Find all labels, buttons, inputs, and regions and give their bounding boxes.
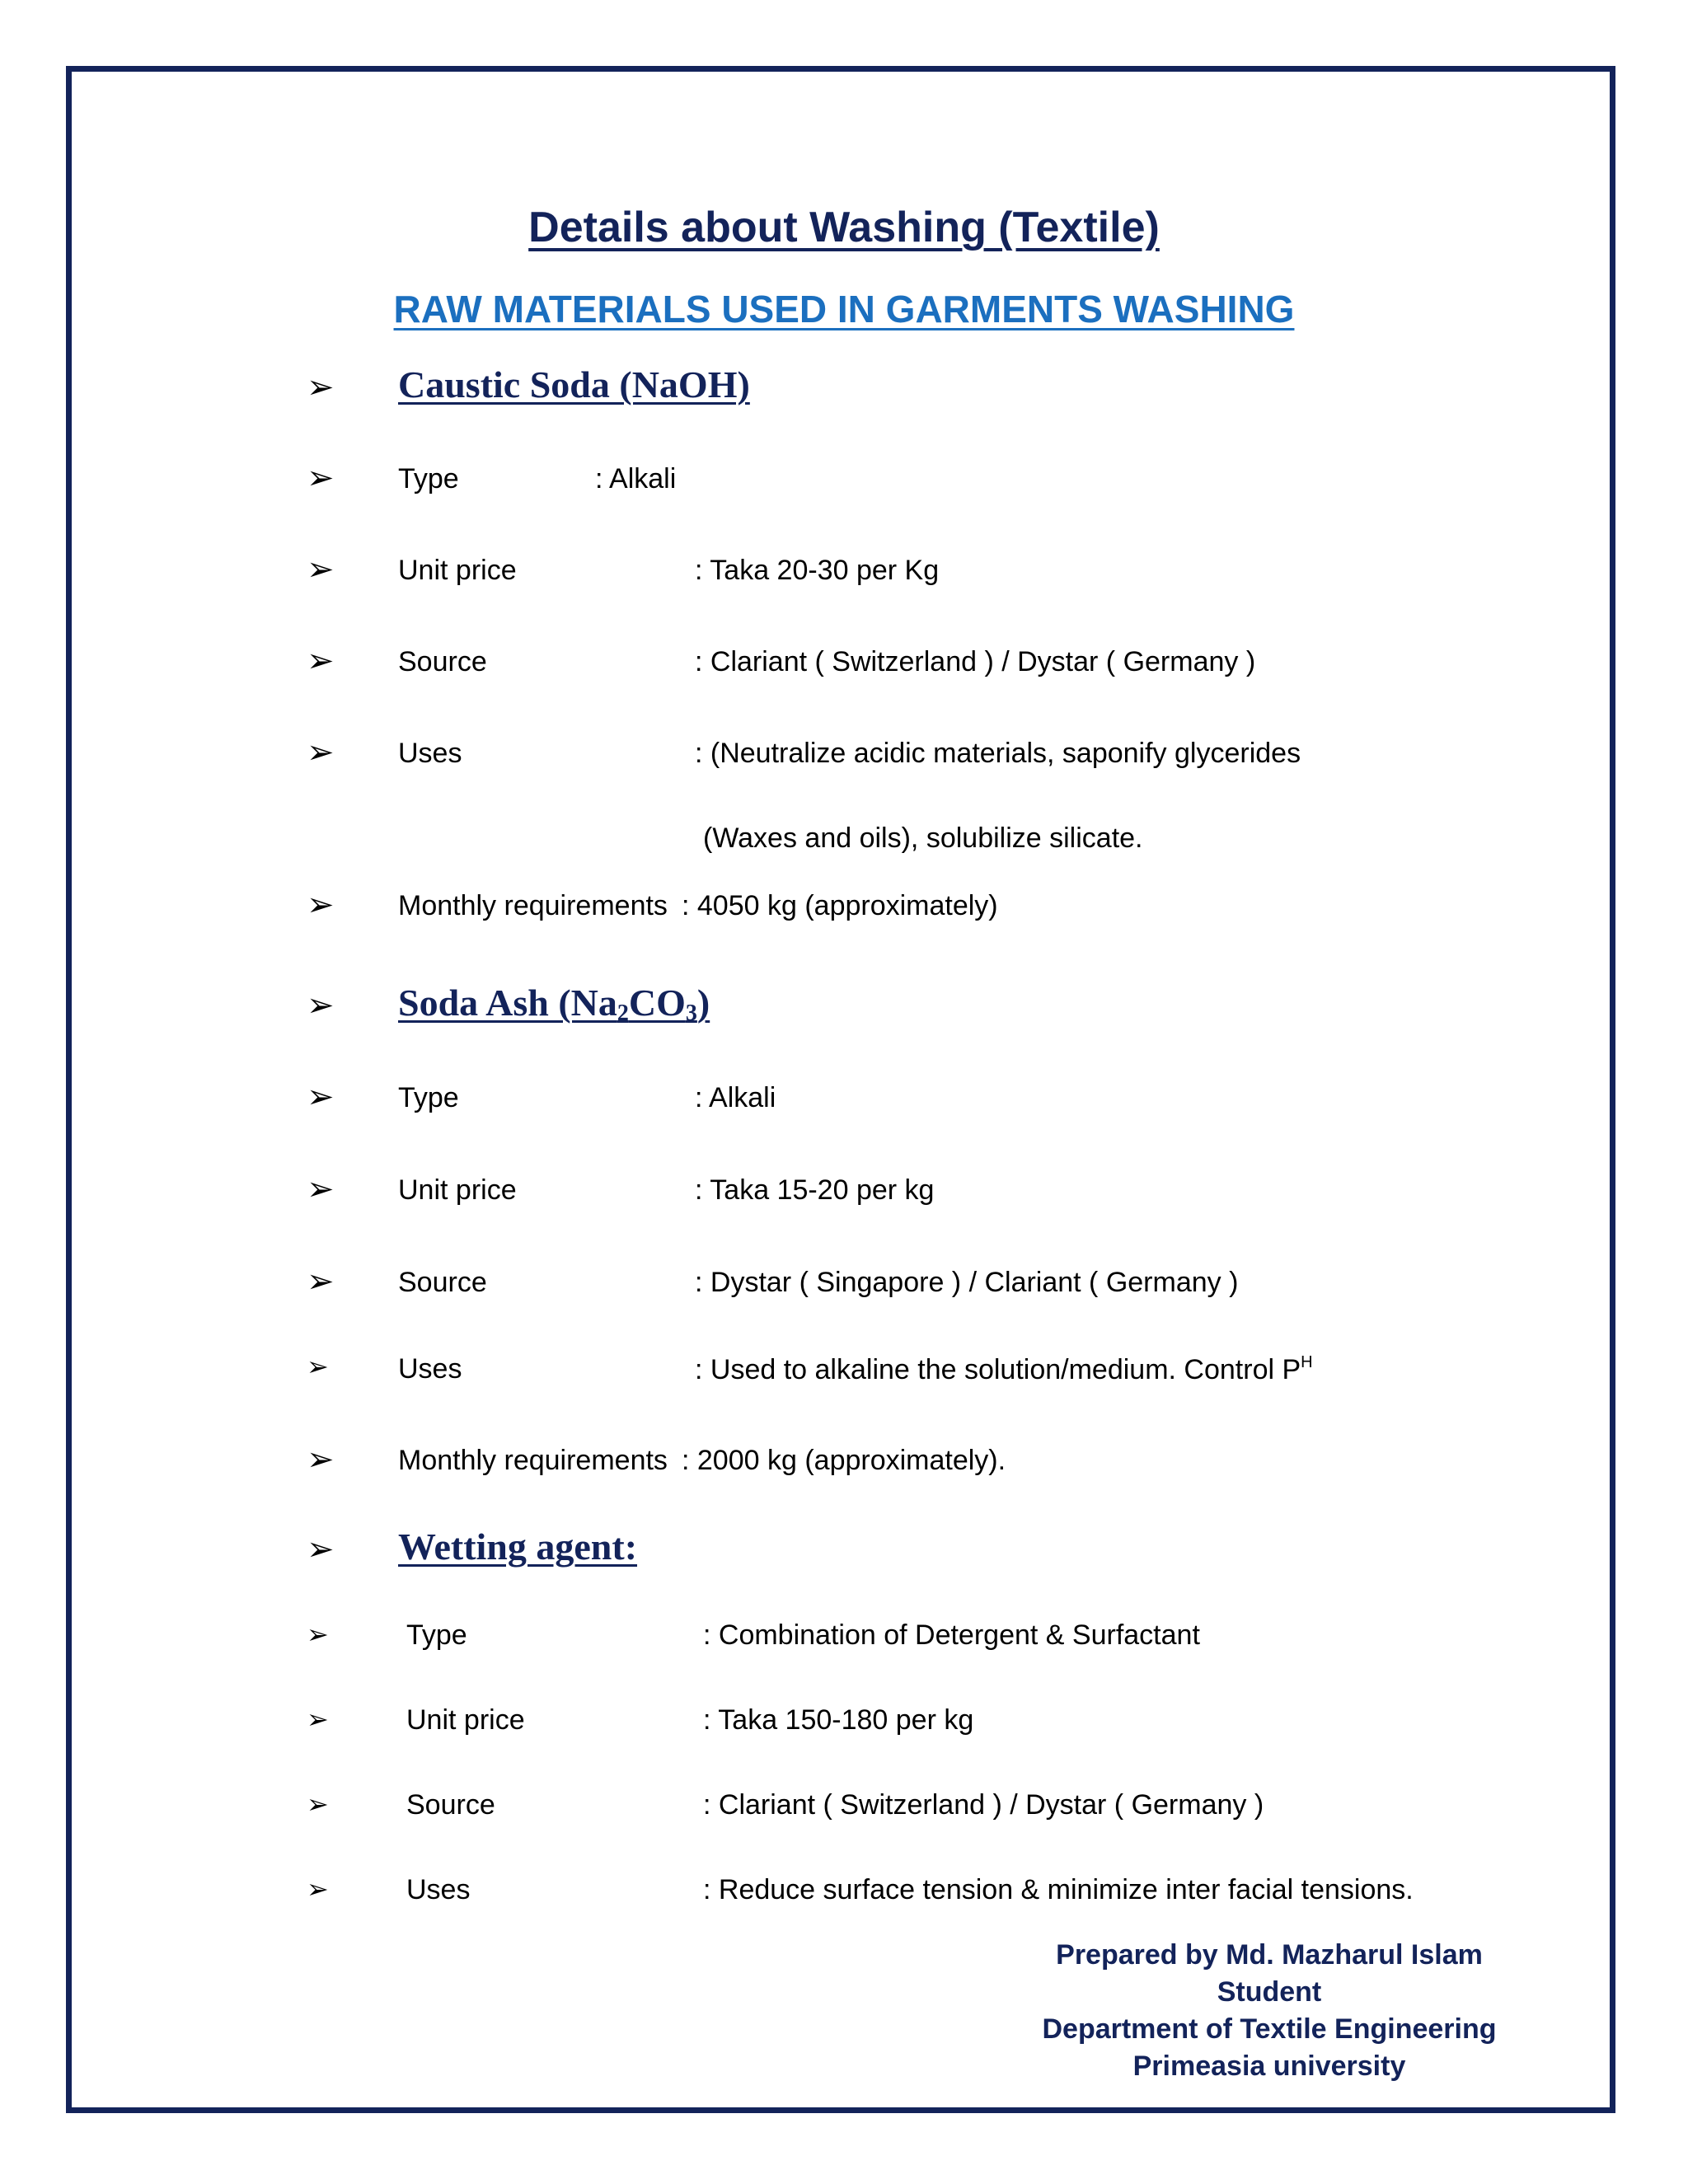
wetting-uses-label: Uses: [406, 1874, 471, 1905]
caustic-type-value: : Alkali: [595, 463, 677, 494]
bullet-arrow-icon: ➢: [307, 1263, 335, 1300]
bullet-arrow-icon: ➢: [307, 1441, 335, 1478]
soda-uses-value: [695, 1353, 1313, 1386]
caustic-type-label: Type: [398, 463, 459, 494]
soda-ash-heading-end: ): [696, 982, 710, 1024]
bullet-arrow-icon: ➢: [307, 369, 335, 405]
wetting-price-value: : Taka 150-180 per kg: [703, 1704, 974, 1736]
caustic-source-value: : Clariant ( Switzerland ) / Dystar ( Germany ): [695, 646, 1256, 677]
caustic-uses-label: Uses: [398, 738, 462, 769]
wetting-uses-value: : Reduce surface tension & minimize inter facial tensions.: [703, 1874, 1414, 1905]
page-title: Details about Washing (Textile): [528, 204, 1160, 251]
bullet-arrow-icon: ➢: [307, 1352, 329, 1381]
soda-source-label: Source: [398, 1267, 487, 1298]
soda-uses-superscript: H: [1301, 1353, 1313, 1371]
soda-monthly-label: Monthly requirements: [398, 1445, 668, 1476]
bullet-arrow-icon: ➢: [307, 1619, 329, 1649]
soda-type-value: : Alkali: [695, 1082, 776, 1113]
soda-ash-heading-mid: CO: [628, 982, 686, 1024]
bullet-arrow-icon: ➢: [307, 460, 335, 496]
soda-uses-label: Uses: [398, 1353, 462, 1385]
bullet-arrow-icon: ➢: [307, 1874, 329, 1904]
soda-type-label: Type: [398, 1082, 459, 1113]
caustic-source-label: Source: [398, 646, 487, 677]
bullet-arrow-icon: ➢: [307, 643, 335, 679]
page-subtitle: RAW MATERIALS USED IN GARMENTS WASHING: [393, 288, 1295, 330]
bullet-arrow-icon: ➢: [307, 1079, 335, 1115]
bullet-arrow-icon: ➢: [307, 551, 335, 588]
bullet-arrow-icon: ➢: [307, 1704, 329, 1734]
author-credit-line-2: Student: [1217, 1976, 1322, 2008]
bullet-arrow-icon: ➢: [307, 887, 335, 923]
section-heading-soda-ash: [398, 981, 710, 1027]
soda-source-value: : Dystar ( Singapore ) / Clariant ( Germany ): [695, 1267, 1239, 1298]
bullet-arrow-icon: ➢: [307, 1171, 335, 1207]
wetting-price-label: Unit price: [406, 1704, 525, 1736]
soda-ash-heading-sub2: 3: [685, 1001, 697, 1026]
bullet-arrow-icon: ➢: [307, 1789, 329, 1819]
soda-uses-text: : Used to alkaline the solution/medium. Control P: [695, 1354, 1301, 1385]
wetting-source-value: : Clariant ( Switzerland ) / Dystar ( Germany ): [703, 1789, 1264, 1821]
section-heading-caustic-soda: Caustic Soda (NaOH): [398, 363, 750, 405]
soda-price-value: : Taka 15-20 per kg: [695, 1174, 935, 1206]
wetting-source-label: Source: [406, 1789, 495, 1821]
bullet-arrow-icon: ➢: [307, 1531, 335, 1568]
bullet-arrow-icon: ➢: [307, 734, 335, 771]
soda-price-label: Unit price: [398, 1174, 517, 1206]
caustic-monthly-value: : 4050 kg (approximately): [682, 890, 998, 921]
author-credit-line-4: Primeasia university: [1132, 2050, 1406, 2082]
wetting-type-value: : Combination of Detergent & Surfactant: [703, 1619, 1200, 1651]
section-heading-wetting-agent: Wetting agent:: [398, 1526, 638, 1568]
soda-ash-heading-text: Soda Ash (Na: [398, 982, 617, 1024]
soda-ash-heading-sub1: 2: [617, 1001, 629, 1026]
soda-monthly-value: : 2000 kg (approximately).: [682, 1445, 1006, 1476]
caustic-uses-value: : (Neutralize acidic materials, saponify glycerides: [695, 738, 1301, 769]
caustic-uses-value-continued: (Waxes and oils), solubilize silicate.: [703, 823, 1143, 854]
author-credit-line-3: Department of Textile Engineering: [1042, 2013, 1497, 2045]
author-credit: [1014, 1937, 1525, 2085]
wetting-type-label: Type: [406, 1619, 467, 1651]
bullet-arrow-icon: ➢: [307, 987, 335, 1024]
caustic-price-label: Unit price: [398, 555, 517, 586]
caustic-monthly-label: Monthly requirements: [398, 890, 668, 921]
caustic-price-value: : Taka 20-30 per Kg: [695, 555, 940, 586]
author-credit-line-1: Prepared by Md. Mazharul Islam: [1056, 1939, 1483, 1971]
